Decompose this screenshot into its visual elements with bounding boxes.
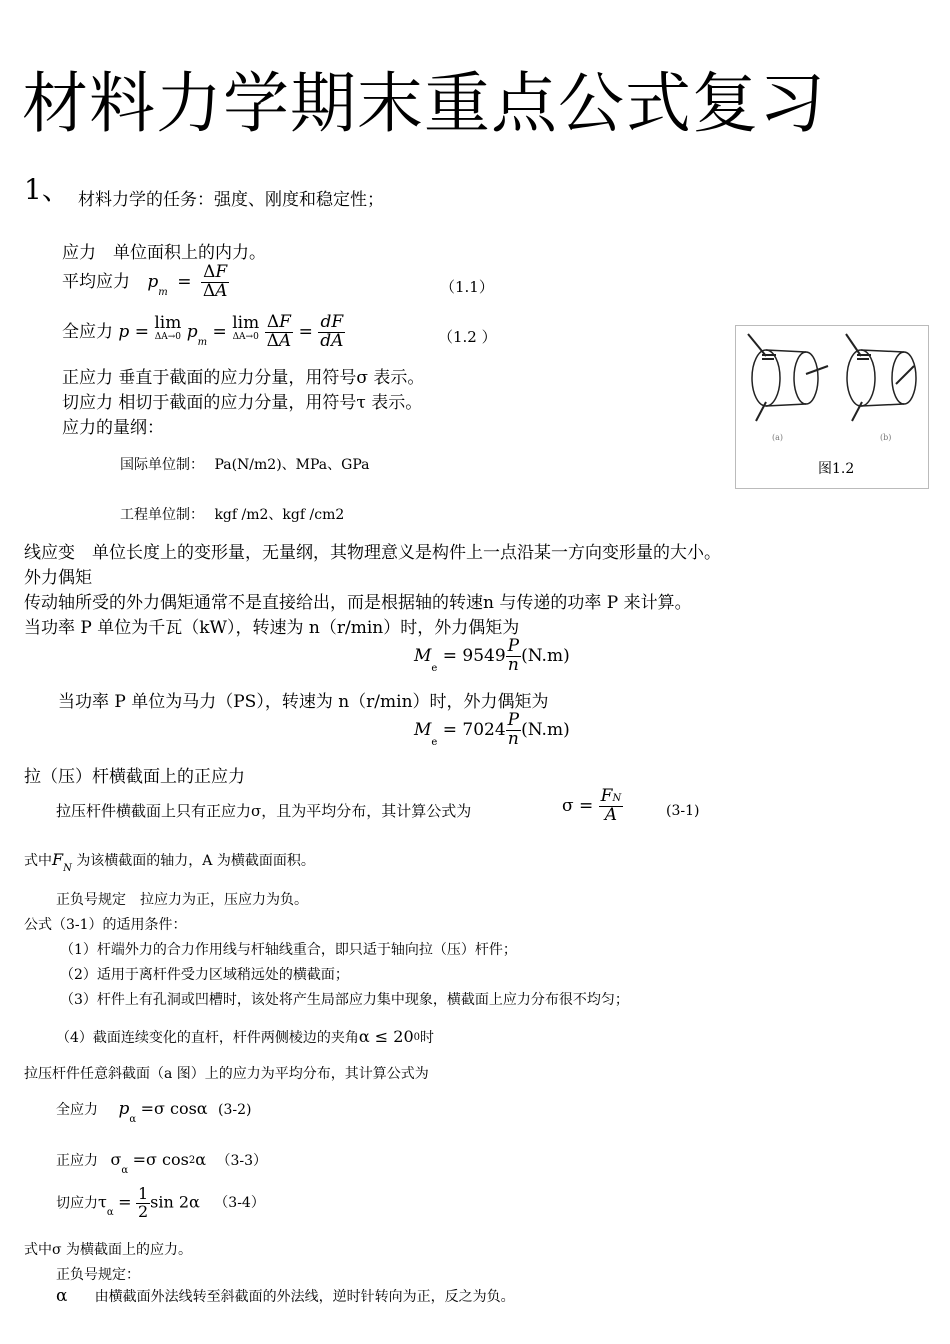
fig-label-b: (b) [880,433,892,442]
oblique-full-stress: 全应力 $p_\alpha =\sigma$ cosα (3-2) [56,1099,252,1125]
oblique-full-eq: =σ cosα [140,1099,208,1118]
axial-formula: σ = $\frac{FN}{A}$ [562,786,622,825]
condition-4-text: （4）截面连续变化的直杆，杆件两侧棱边的夹角 [56,1030,359,1046]
stress-dimension: 应力的量纲： [62,418,164,438]
equals: = [177,271,192,292]
torque-unit-2: (N.m) [521,719,570,740]
stress-def: 应力 单位面积上的内力。 [62,243,266,263]
eq-number-3-1: (3-1) [666,803,700,819]
conditions-title: 公式（3-1）的适用条件： [24,917,187,933]
page-title: 材料力学期末重点公式复习 [22,65,826,142]
torque-ps-text: 当功率 P 单位为马力（PS），转速为 n（r/min）时，外力偶矩为 [58,692,549,712]
shear-stress-def: 切应力 相切于截面的应力分量，用符号τ 表示。 [62,393,423,413]
oblique-sign-title: 正负号规定： [56,1267,140,1283]
symbol-p: p [147,271,159,292]
condition-3: （3）杆件上有孔洞或凹槽时，该处将产生局部应力集中现象，横截面上应力分布很不均匀； [60,992,629,1008]
torque-unit-1: (N.m) [521,645,570,666]
where-prefix: 式中 [24,853,52,869]
where-text: 为该横截面的轴力，A 为横截面面积。 [76,853,315,869]
avg-stress-label: 平均应力 [62,271,130,292]
eq-number-1-1: （1.1） [440,278,494,296]
eq-number-1-2: （1.2 ） [438,328,497,346]
oblique-normal-eq: =σ cos [132,1150,189,1169]
figure-1-2 [735,325,929,489]
lim-2: lim ΔA→0 [232,313,260,342]
fraction-half: $\frac{1}{2}$ [137,1184,149,1221]
strain-def: 线应变 单位长度上的变形量，无量纲，其物理意义是构件上一点沿某一方向变形量的大小。 [24,543,721,563]
oblique-normal-stress: 正应力 $\sigma_\alpha =\sigma$ cos2α （3-3） [56,1150,267,1176]
torque-ps-formula: $M_e = 7024$ $\frac{P}{n}$ (N.m) [414,710,570,749]
normal-stress-def: 正应力 垂直于截面的应力分量，用符号σ 表示。 [62,368,425,388]
fraction-P-n-2: $\frac{P}{n}$ [507,710,520,749]
figure-caption: 图1.2 [818,461,855,477]
alpha-symbol: α [56,1286,68,1306]
si-units [120,454,369,474]
condition-4-end: 时 [420,1030,435,1046]
fraction-derivative: $\frac{dF}{dA}$ [320,312,344,351]
fraction-P-n: $\frac{P}{n}$ [507,636,520,675]
condition-4 [56,1027,434,1047]
axial-where: 式中$F_N$ 为该横截面的轴力，A 为横截面面积。 [24,850,315,874]
fraction-dF-dA: $\frac{\Delta F}{\Delta A}$ [202,262,228,301]
torque-kw-formula: $M_e = 9549$ $\frac{P}{n}$ (N.m) [414,636,570,675]
axial-sign: 正负号规定 拉应力为正，压应力为负。 [56,892,308,908]
alpha-rule-text: 由横截面外法线转至斜截面的外法线，逆时针转向为正，反之为负。 [94,1289,515,1305]
condition-4-value: α ≤ 20 [358,1027,414,1046]
oblique-shear-eq: sin 2α [150,1192,200,1212]
torque-kw-text: 当功率 P 单位为千瓦（kW），转速为 n（r/min）时，外力偶矩为 [24,618,520,638]
axial-title: 拉（压）杆横截面上的正应力 [24,767,245,787]
eng-label: 工程单位制： [120,507,204,523]
fig-label-a: (a) [772,433,784,442]
oblique-shear-label: 切应力 [56,1195,98,1212]
fraction-dF-dA-2: $\frac{\Delta F}{\Delta A}$ [266,312,292,351]
eq-number-3-4: （3-4） [214,1195,265,1212]
eq-number-3-2: (3-2) [218,1102,252,1118]
torque-desc: 传动轴所受的外力偶矩通常不是直接给出，而是根据轴的转速n 与传递的功率 P 来计算。 [24,593,692,613]
condition-2: （2）适用于离杆件受力区域稍远处的横截面； [60,967,349,983]
condition-4-sup: 0 [413,1032,421,1043]
eng-units [120,504,344,524]
eng-value: kgf /m2、kgf /cm2 [214,507,345,523]
full-stress-label: 全应力 [62,321,113,342]
full-stress-formula: 全应力 p = lim ΔA→0 $p_m = \lim$ ΔA→0 $\frac{\Delta F}{\Delta A}$ = $\frac{dF}{dA}$ [62,312,344,351]
oblique-normal-label: 正应力 [56,1153,98,1169]
lim-1: lim ΔA→0 [154,313,182,342]
oblique-shear-stress: 切应力$\tau_\alpha$ = $\frac{1}{2}$ sin 2α （3-4） [56,1184,265,1221]
ps-coef: 7024 [462,719,506,740]
subscript-m: m [158,286,168,298]
oblique-desc: 拉压杆件任意斜截面（a 图）上的应力为平均分布，其计算公式为 [24,1066,429,1082]
eq-number-3-3: （3-3） [216,1153,267,1169]
oblique-where: 式中σ 为横截面上的应力。 [24,1242,193,1258]
condition-1: （1）杆端外力的合力作用线与杆轴线重合，即只适于轴向拉（压）杆件； [60,942,517,958]
fraction-FN-A: $\frac{FN}{A}$ [600,786,622,825]
torque-title: 外力偶矩 [24,568,92,588]
oblique-full-label: 全应力 [56,1102,98,1118]
kw-coef: 9549 [462,645,506,666]
si-value: Pa(N/m2)、MPa、GPa [214,457,370,473]
si-label: 国际单位制： [120,457,204,473]
avg-stress-formula [62,264,229,301]
axial-desc: 拉压杆件横截面上只有正应力σ，且为平均分布，其计算公式为 [56,802,472,820]
oblique-alpha-rule [56,1286,515,1306]
section-number: 1、 [24,173,70,206]
section-title: 材料力学的任务：强度、刚度和稳定性； [78,190,384,210]
